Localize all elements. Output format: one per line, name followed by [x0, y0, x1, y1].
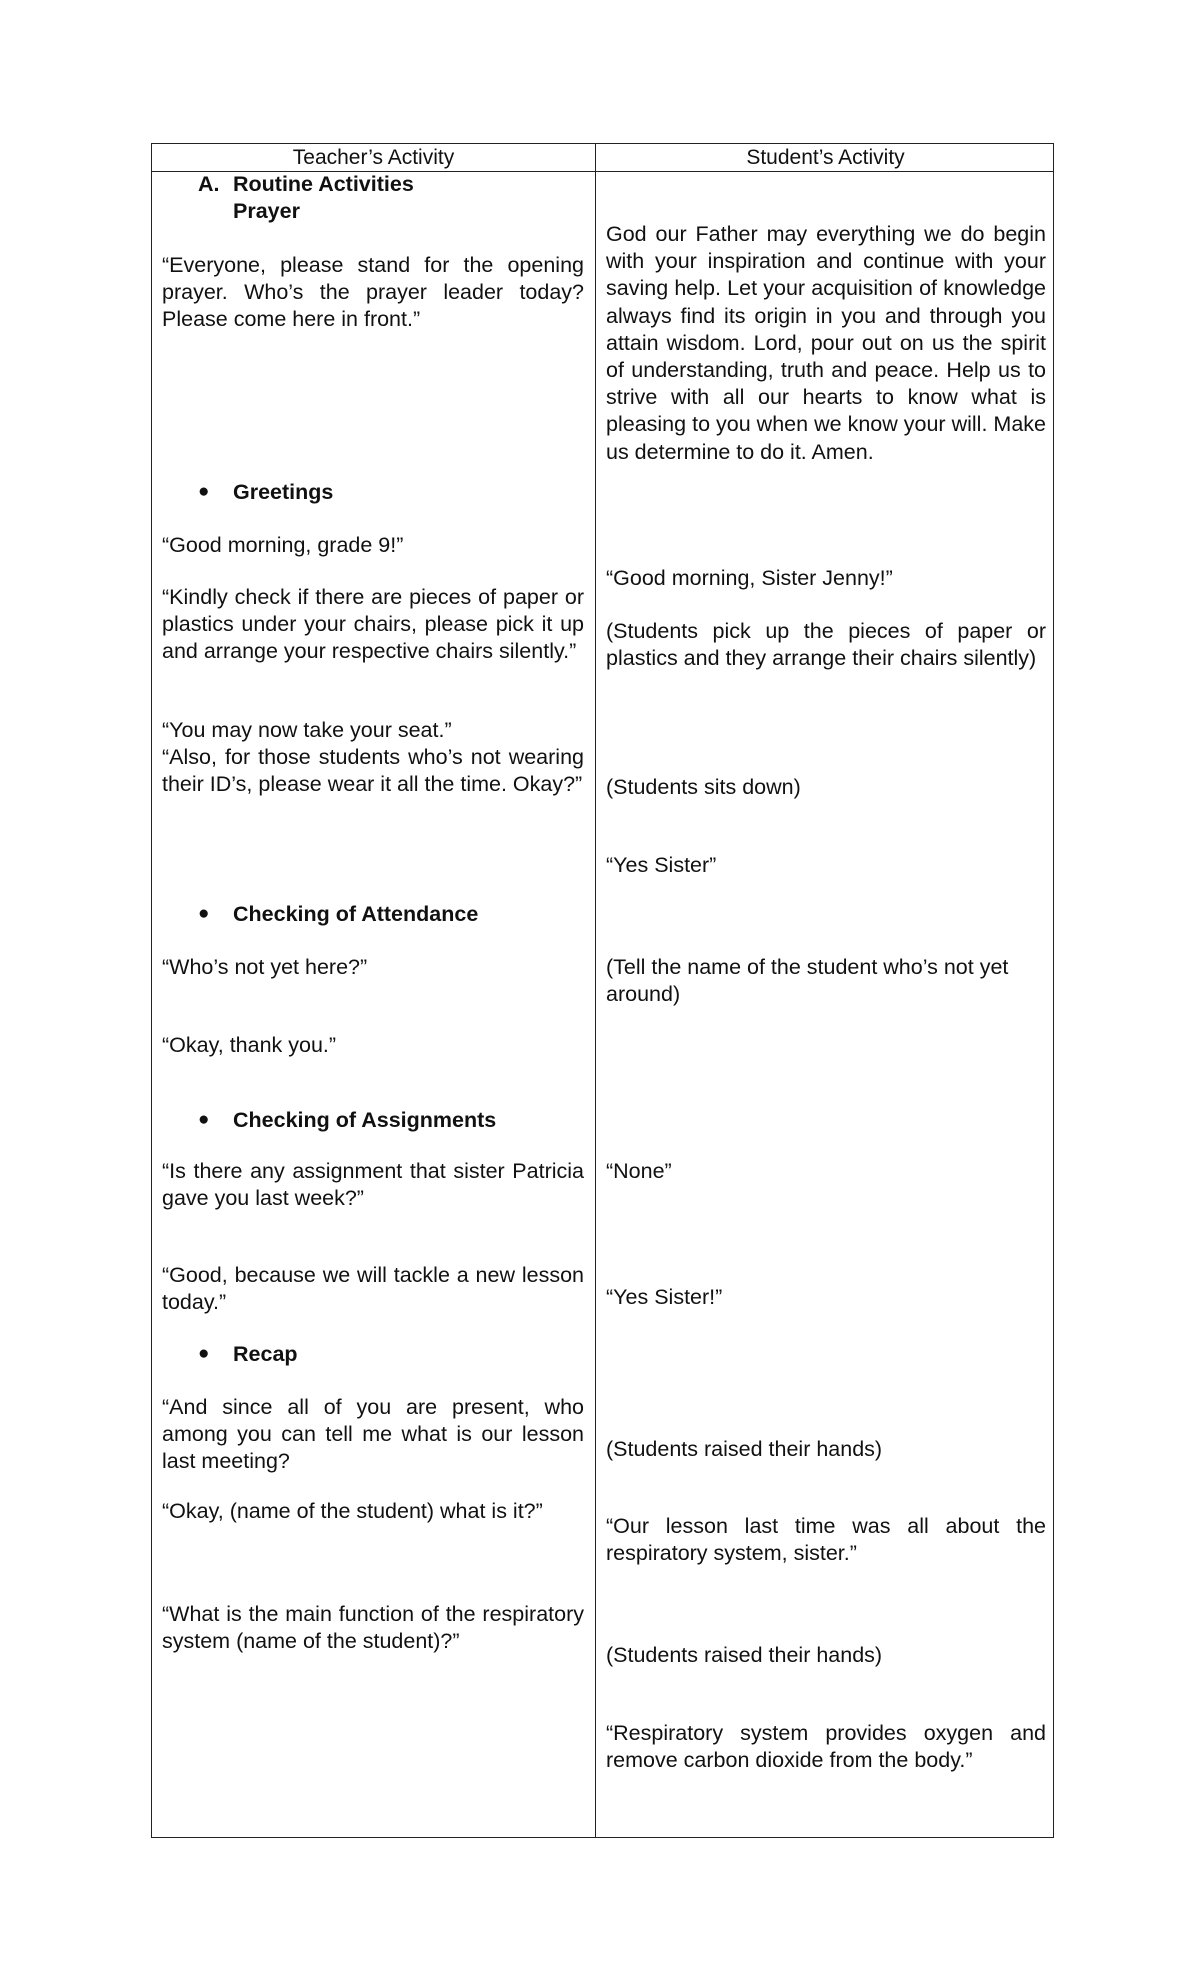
student-raised-hands-1: (Students raised their hands) — [606, 1437, 883, 1461]
column-divider — [595, 144, 596, 1837]
attendance-heading: Checking of Attendance — [233, 902, 479, 926]
student-absent-text: (Tell the name of the student who’s not yet around) — [606, 955, 1009, 1007]
teacher-attendance-text: “Who’s not yet here?” — [162, 955, 368, 979]
student-raised-hands-2: (Students raised their hands) — [606, 1643, 883, 1667]
student-lesson-answer: “Our lesson last time was all about the respiratory system, sister.” — [606, 1514, 1046, 1566]
prayer-heading: Prayer — [233, 199, 300, 223]
student-pick-up-text: (Students pick up the pieces of paper or plastics and they arrange their chairs silently) — [606, 619, 1046, 671]
teacher-check-paper-text: “Kindly check if there are pieces of paper or plastics under your chairs, please pick it up and arrange your respective chairs silently.” — [162, 585, 584, 664]
teacher-id-text: “Also, for those students who’s not wearing their ID’s, please wear it all the time. Okay?” — [162, 745, 584, 797]
teacher-prayer-text: “Everyone, please stand for the opening prayer. Who’s the prayer leader today? Please come here in front.” — [162, 253, 584, 332]
teacher-function-text: “What is the main function of the respiratory system (name of the student)?” — [162, 1602, 584, 1654]
student-prayer-text: God our Father may everything we do begin with your inspiration and continue with your saving help. Let your acquisition of knowledge always find its origin in you and through you attain wisdom. Lord, pour out on us the spirit of understanding, truth and peace. Help us to strive with all our hearts to know what is pleasing to you when we know your will. Make us determine to do it. Amen. — [606, 222, 1046, 464]
student-function-answer: “Respiratory system provides oxygen and remove carbon dioxide from the body.” — [606, 1721, 1046, 1773]
bullet-icon: ● — [198, 1109, 210, 1130]
student-sits-text: (Students sits down) — [606, 775, 801, 799]
teacher-seat-text: “You may now take your seat.” — [162, 718, 452, 742]
teacher-activity-header: Teacher’s Activity — [292, 146, 455, 169]
activity-table — [151, 143, 1054, 1838]
teacher-recap-text: “And since all of you are present, who among you can tell me what is our lesson last meeting? — [162, 1395, 584, 1474]
section-marker: A. — [198, 172, 220, 196]
teacher-thanks-text: “Okay, thank you.” — [162, 1033, 337, 1057]
student-yes-sister-2: “Yes Sister!” — [606, 1285, 723, 1309]
assignments-heading: Checking of Assignments — [233, 1108, 497, 1132]
teacher-assignments-text: “Is there any assignment that sister Patricia gave you last week?” — [162, 1159, 584, 1211]
student-activity-header: Student’s Activity — [746, 146, 905, 169]
section-title: Routine Activities — [233, 172, 414, 196]
bullet-icon: ● — [198, 903, 210, 924]
bullet-icon: ● — [198, 1343, 210, 1364]
recap-heading: Recap — [233, 1342, 298, 1366]
teacher-new-lesson-text: “Good, because we will tackle a new lesson today.” — [162, 1263, 584, 1315]
student-none-text: “None” — [606, 1159, 672, 1183]
student-greeting-reply: “Good morning, Sister Jenny!” — [606, 566, 893, 590]
bullet-icon: ● — [198, 481, 210, 502]
student-yes-sister-1: “Yes Sister” — [606, 853, 717, 877]
teacher-greeting-text: “Good morning, grade 9!” — [162, 533, 404, 557]
teacher-name-text: “Okay, (name of the student) what is it?” — [162, 1499, 543, 1523]
greetings-heading: Greetings — [233, 480, 334, 504]
